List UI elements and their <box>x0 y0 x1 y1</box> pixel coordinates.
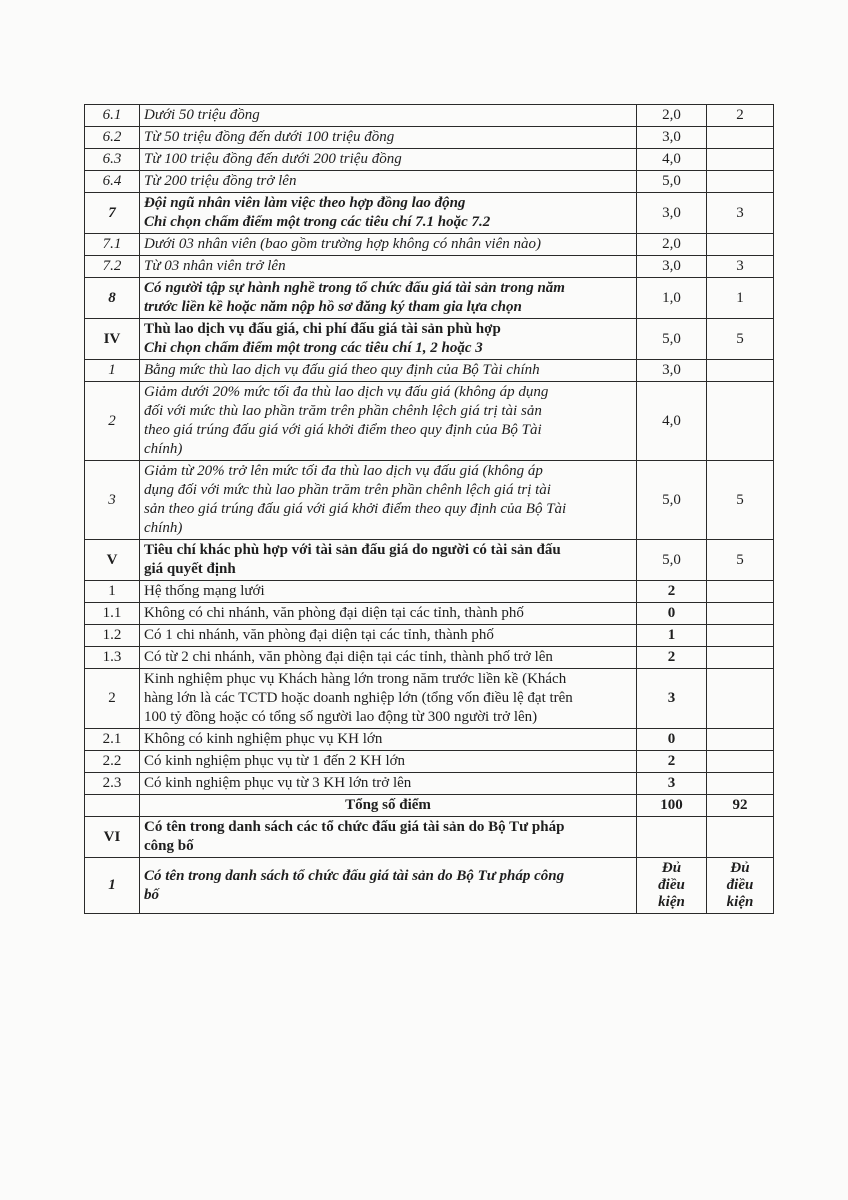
section-vi-row <box>85 817 774 858</box>
criteria-text <box>140 105 637 127</box>
criteria-max-score: 2 <box>637 751 707 773</box>
criteria-awarded-score <box>707 729 774 751</box>
criteria-row <box>85 149 774 171</box>
last-row-score-1: Đủ <box>661 860 682 876</box>
criteria-text-line: Dưới 03 nhân viên (bao gồm trường hợp không có nhân viên nào) <box>144 236 541 252</box>
criteria-row <box>85 751 774 773</box>
criteria-no: 6.1 <box>85 105 140 127</box>
criteria-max-score: 3,0 <box>637 193 707 234</box>
criteria-text-line: Bằng mức thù lao dịch vụ đấu giá theo quy định của Bộ Tài chính <box>144 362 540 378</box>
criteria-text-line: Từ 03 nhân viên trở lên <box>144 258 286 274</box>
criteria-row <box>85 105 774 127</box>
section-vi-score <box>637 817 707 858</box>
criteria-no: 7.1 <box>85 234 140 256</box>
criteria-text-line: Không có chi nhánh, văn phòng đại diện tại các tỉnh, thành phố <box>144 605 524 621</box>
scoring-table-page <box>84 104 773 914</box>
criteria-no: 7.2 <box>85 256 140 278</box>
criteria-max-score: 2 <box>637 647 707 669</box>
criteria-awarded-score <box>707 751 774 773</box>
criteria-awarded-score: 5 <box>707 540 774 581</box>
criteria-awarded-score: 5 <box>707 461 774 540</box>
criteria-awarded-score: 3 <box>707 256 774 278</box>
criteria-text-line: Thù lao dịch vụ đấu giá, chi phí đấu giá tài sản phù hợp <box>144 321 501 337</box>
criteria-text-line: theo giá trúng đấu giá với giá khởi điểm theo quy định của Bộ Tài <box>144 422 542 438</box>
criteria-row <box>85 319 774 360</box>
criteria-awarded-score <box>707 647 774 669</box>
scoring-table <box>84 104 774 914</box>
criteria-awarded-score <box>707 625 774 647</box>
criteria-awarded-score <box>707 603 774 625</box>
total-label: Tổng số điểm <box>140 795 637 817</box>
criteria-max-score: 3 <box>637 669 707 729</box>
criteria-awarded-score <box>707 360 774 382</box>
criteria-row <box>85 540 774 581</box>
criteria-row <box>85 171 774 193</box>
criteria-text-line: Kinh nghiệm phục vụ Khách hàng lớn trong năm trước liền kề (Khách <box>144 671 567 687</box>
criteria-text-line: Có từ 2 chi nhánh, văn phòng đại diện tại các tỉnh, thành phố trở lên <box>144 649 553 665</box>
criteria-text-line: Dưới 50 triệu đồng <box>144 107 260 123</box>
criteria-max-score: 1 <box>637 625 707 647</box>
last-row-score-3: kiện <box>658 894 685 910</box>
last-row-score-2: điều <box>658 877 685 893</box>
last-row-mark-3: kiện <box>726 894 754 910</box>
last-row-no: 1 <box>85 858 140 914</box>
criteria-text <box>140 319 637 360</box>
criteria-text <box>140 360 637 382</box>
criteria-text <box>140 234 637 256</box>
criteria-no: 6.2 <box>85 127 140 149</box>
criteria-max-score: 3 <box>637 773 707 795</box>
criteria-row <box>85 729 774 751</box>
criteria-no: 1 <box>85 360 140 382</box>
total-score: 100 <box>637 795 707 817</box>
criteria-no: 1.2 <box>85 625 140 647</box>
criteria-text-line: Có kinh nghiệm phục vụ từ 3 KH lớn trở lên <box>144 775 412 791</box>
criteria-awarded-score <box>707 149 774 171</box>
section-vi-no: VI <box>85 817 140 858</box>
criteria-row <box>85 360 774 382</box>
criteria-awarded-score: 3 <box>707 193 774 234</box>
criteria-no: 1 <box>85 581 140 603</box>
criteria-max-score: 3,0 <box>637 127 707 149</box>
criteria-text-line: Đội ngũ nhân viên làm việc theo hợp đồng lao động <box>144 195 466 211</box>
criteria-no: 2.3 <box>85 773 140 795</box>
criteria-text-line: Chỉ chọn chấm điểm một trong các tiêu chí 7.1 hoặc 7.2 <box>144 214 491 230</box>
criteria-max-score: 2 <box>637 581 707 603</box>
criteria-text <box>140 461 637 540</box>
criteria-row <box>85 193 774 234</box>
criteria-text-line: Chỉ chọn chấm điểm một trong các tiêu chí 1, 2 hoặc 3 <box>144 340 483 356</box>
criteria-text-line: Giảm dưới 20% mức tối đa thù lao dịch vụ đấu giá (không áp dụng <box>144 384 549 400</box>
criteria-text <box>140 127 637 149</box>
criteria-no: 7 <box>85 193 140 234</box>
criteria-text-line: hàng lớn là các TCTD hoặc doanh nghiệp lớn (tổng vốn điều lệ đạt trên <box>144 690 573 706</box>
criteria-text <box>140 603 637 625</box>
total-no-cell <box>85 795 140 817</box>
last-row-score <box>637 858 707 914</box>
criteria-no: 2 <box>85 669 140 729</box>
criteria-no: 1.3 <box>85 647 140 669</box>
total-mark: 92 <box>707 795 774 817</box>
criteria-awarded-score: 1 <box>707 278 774 319</box>
last-row-line-2: bố <box>144 886 159 903</box>
criteria-max-score: 2,0 <box>637 234 707 256</box>
criteria-text <box>140 382 637 461</box>
criteria-awarded-score <box>707 171 774 193</box>
criteria-text-line: Không có kinh nghiệm phục vụ KH lớn <box>144 731 383 747</box>
criteria-row <box>85 669 774 729</box>
criteria-row <box>85 461 774 540</box>
criteria-row <box>85 581 774 603</box>
section-vi-text <box>140 817 637 858</box>
criteria-row <box>85 256 774 278</box>
section-vi-line-1: Có tên trong danh sách các tổ chức đấu giá tài sản do Bộ Tư pháp <box>144 819 565 835</box>
criteria-text-line: Có người tập sự hành nghề trong tổ chức đấu giá tài sản trong năm <box>144 280 565 296</box>
criteria-awarded-score <box>707 773 774 795</box>
criteria-no: 2.2 <box>85 751 140 773</box>
criteria-row <box>85 647 774 669</box>
criteria-max-score: 0 <box>637 603 707 625</box>
criteria-row <box>85 773 774 795</box>
section-vi-line-2: công bố <box>144 838 194 854</box>
criteria-no: 8 <box>85 278 140 319</box>
last-row-mark-1: Đủ <box>730 860 750 876</box>
criteria-text <box>140 193 637 234</box>
criteria-text <box>140 278 637 319</box>
criteria-text <box>140 256 637 278</box>
criteria-text-line: Có kinh nghiệm phục vụ từ 1 đến 2 KH lớn <box>144 753 406 769</box>
criteria-text-line: 100 tỷ đồng hoặc có tổng số người lao động từ 300 người trở lên) <box>144 709 538 725</box>
criteria-no: 3 <box>85 461 140 540</box>
criteria-max-score: 5,0 <box>637 319 707 360</box>
criteria-no: 1.1 <box>85 603 140 625</box>
criteria-max-score: 0 <box>637 729 707 751</box>
criteria-text-line: đối với mức thù lao phần trăm trên phần chênh lệch giá trị tài sản <box>144 403 542 419</box>
criteria-awarded-score <box>707 581 774 603</box>
criteria-text-line: dụng đối với mức thù lao phần trăm trên phần chênh lệch giá trị tài <box>144 482 551 498</box>
criteria-max-score: 3,0 <box>637 256 707 278</box>
criteria-text <box>140 171 637 193</box>
criteria-no: 6.3 <box>85 149 140 171</box>
criteria-row <box>85 278 774 319</box>
last-row <box>85 858 774 914</box>
criteria-text-line: giá quyết định <box>144 561 236 577</box>
criteria-text-line: Từ 50 triệu đồng đến dưới 100 triệu đồng <box>144 129 395 145</box>
criteria-no: V <box>85 540 140 581</box>
criteria-row <box>85 382 774 461</box>
criteria-no: 2 <box>85 382 140 461</box>
criteria-text-line: chính) <box>144 441 183 457</box>
criteria-text-line: Hệ thống mạng lưới <box>144 583 265 599</box>
criteria-text-line: sản theo giá trúng đấu giá với giá khởi điểm theo quy định của Bộ Tài <box>144 501 567 517</box>
criteria-awarded-score <box>707 669 774 729</box>
last-row-mark <box>707 858 774 914</box>
criteria-awarded-score <box>707 382 774 461</box>
criteria-text-line: Tiêu chí khác phù hợp với tài sản đấu giá do người có tài sản đấu <box>144 542 561 558</box>
criteria-text <box>140 669 637 729</box>
section-vi-mark <box>707 817 774 858</box>
total-row <box>85 795 774 817</box>
criteria-text-line: Từ 200 triệu đồng trở lên <box>144 173 297 189</box>
criteria-no: IV <box>85 319 140 360</box>
criteria-text <box>140 540 637 581</box>
criteria-max-score: 3,0 <box>637 360 707 382</box>
criteria-max-score: 2,0 <box>637 105 707 127</box>
criteria-text <box>140 647 637 669</box>
criteria-text-line: chính) <box>144 520 183 536</box>
criteria-max-score: 4,0 <box>637 382 707 461</box>
criteria-row <box>85 603 774 625</box>
criteria-no: 6.4 <box>85 171 140 193</box>
criteria-max-score: 5,0 <box>637 461 707 540</box>
criteria-max-score: 5,0 <box>637 171 707 193</box>
criteria-text <box>140 729 637 751</box>
criteria-row <box>85 625 774 647</box>
criteria-text <box>140 581 637 603</box>
criteria-max-score: 5,0 <box>637 540 707 581</box>
criteria-max-score: 4,0 <box>637 149 707 171</box>
criteria-awarded-score: 2 <box>707 105 774 127</box>
scoring-table-body <box>85 105 774 914</box>
criteria-text-line: Giảm từ 20% trở lên mức tối đa thù lao dịch vụ đấu giá (không áp <box>144 463 543 479</box>
last-row-text <box>140 858 637 914</box>
criteria-text-line: trước liền kề hoặc năm nộp hồ sơ đăng ký tham gia lựa chọn <box>144 299 522 315</box>
last-row-line-1: Có tên trong danh sách tổ chức đấu giá tài sản do Bộ Tư pháp công <box>144 867 565 884</box>
criteria-awarded-score <box>707 127 774 149</box>
criteria-awarded-score <box>707 234 774 256</box>
criteria-text <box>140 149 637 171</box>
criteria-row <box>85 234 774 256</box>
criteria-row <box>85 127 774 149</box>
criteria-max-score: 1,0 <box>637 278 707 319</box>
criteria-awarded-score: 5 <box>707 319 774 360</box>
criteria-text <box>140 751 637 773</box>
last-row-mark-2: điều <box>726 877 754 893</box>
criteria-text-line: Có 1 chi nhánh, văn phòng đại diện tại các tỉnh, thành phố <box>144 627 494 643</box>
criteria-text <box>140 625 637 647</box>
criteria-text <box>140 773 637 795</box>
criteria-text-line: Từ 100 triệu đồng đến dưới 200 triệu đồng <box>144 151 402 167</box>
criteria-no: 2.1 <box>85 729 140 751</box>
